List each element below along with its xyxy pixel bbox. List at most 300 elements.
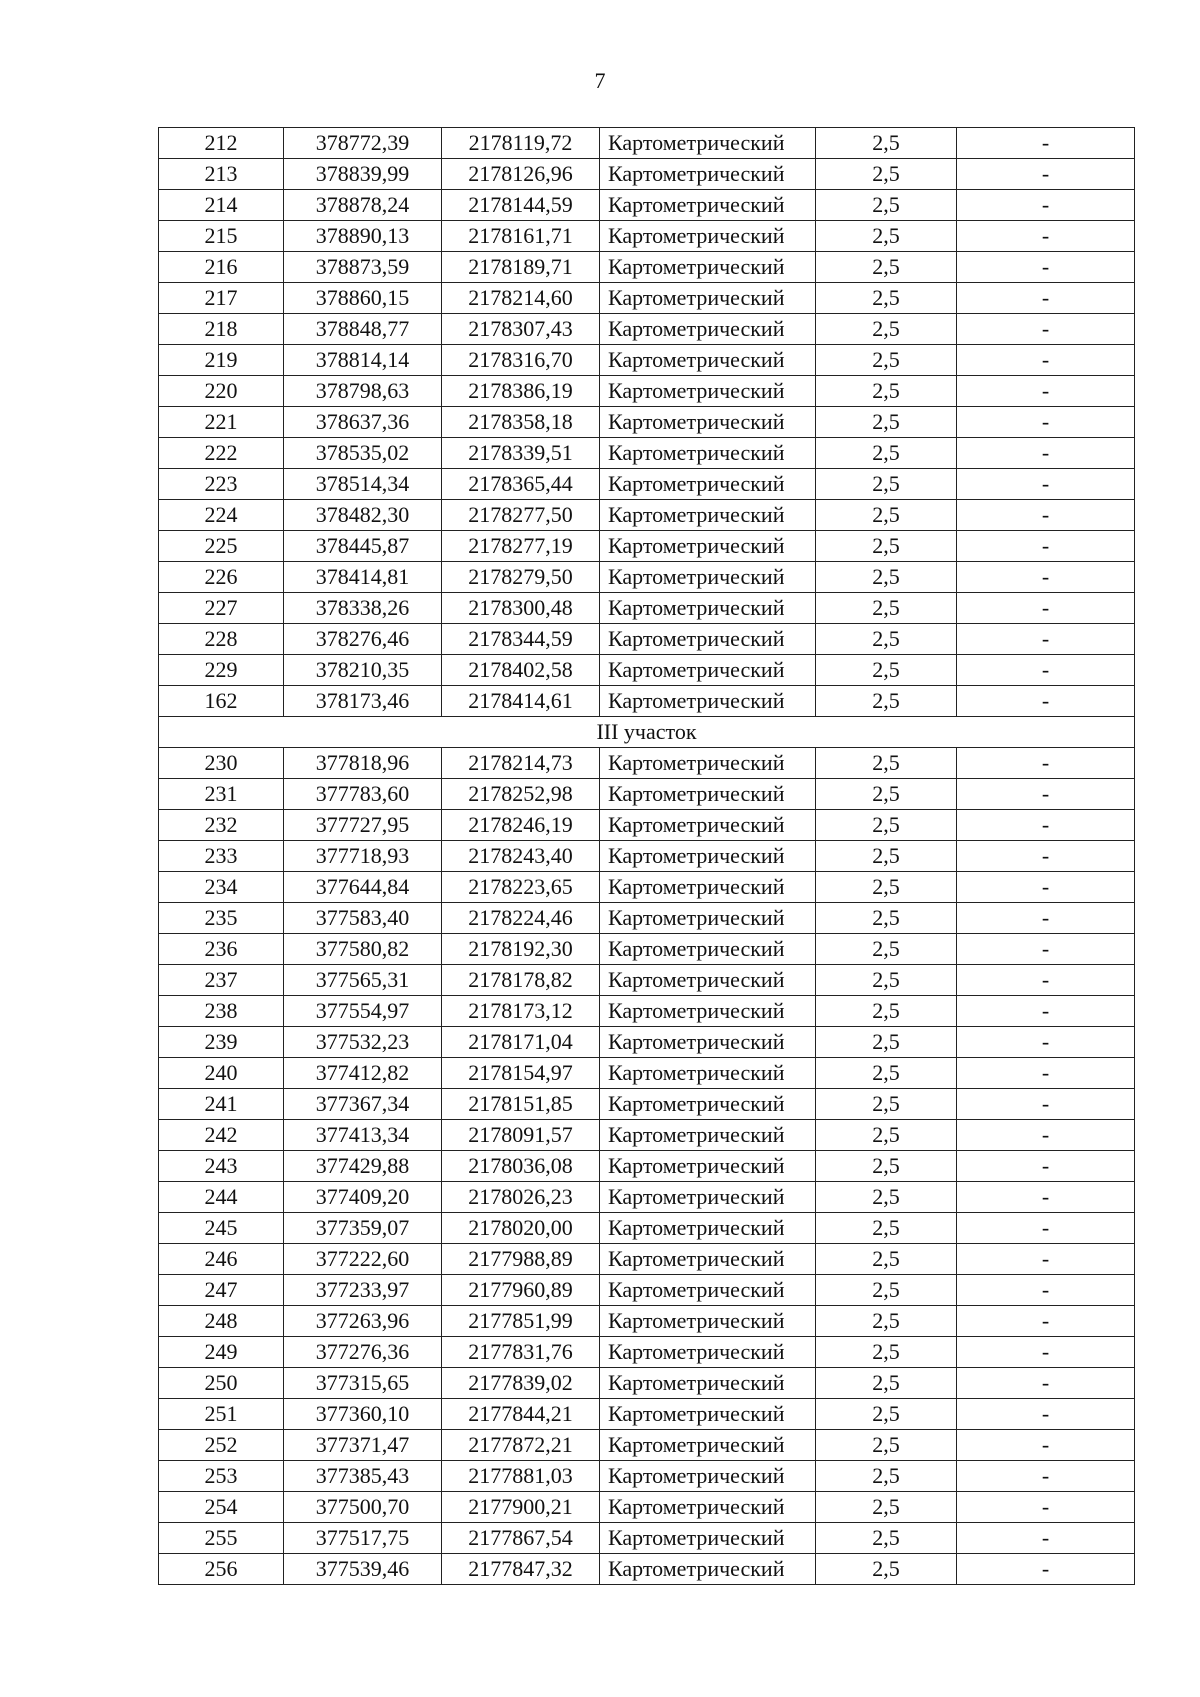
- point-number-cell: 239: [159, 1027, 284, 1058]
- table-row: [159, 159, 1135, 190]
- method-cell: Картометрический: [600, 624, 816, 655]
- x-coordinate-cell: 377818,96: [284, 748, 442, 779]
- point-number-cell: 219: [159, 345, 284, 376]
- accuracy-cell: 2,5: [816, 1089, 957, 1120]
- note-cell: -: [957, 593, 1135, 624]
- table-row: [159, 903, 1135, 934]
- accuracy-cell: 2,5: [816, 1306, 957, 1337]
- note-cell: -: [957, 1430, 1135, 1461]
- accuracy-cell: 2,5: [816, 1461, 957, 1492]
- x-coordinate-cell: 377367,34: [284, 1089, 442, 1120]
- table-row: [159, 1120, 1135, 1151]
- x-coordinate-cell: 378338,26: [284, 593, 442, 624]
- method-cell: Картометрический: [600, 128, 816, 159]
- x-coordinate-cell: 377276,36: [284, 1337, 442, 1368]
- method-cell: Картометрический: [600, 748, 816, 779]
- method-cell: Картометрический: [600, 1120, 816, 1151]
- table-row: [159, 624, 1135, 655]
- method-cell: Картометрический: [600, 1213, 816, 1244]
- point-number-cell: 213: [159, 159, 284, 190]
- point-number-cell: 229: [159, 655, 284, 686]
- note-cell: -: [957, 841, 1135, 872]
- table-row: [159, 1523, 1135, 1554]
- point-number-cell: 221: [159, 407, 284, 438]
- method-cell: Картометрический: [600, 1306, 816, 1337]
- table-row: [159, 1027, 1135, 1058]
- method-cell: Картометрический: [600, 1461, 816, 1492]
- point-number-cell: 223: [159, 469, 284, 500]
- x-coordinate-cell: 378210,35: [284, 655, 442, 686]
- y-coordinate-cell: 2178151,85: [442, 1089, 600, 1120]
- table-row: [159, 438, 1135, 469]
- point-number-cell: 238: [159, 996, 284, 1027]
- point-number-cell: 222: [159, 438, 284, 469]
- y-coordinate-cell: 2178126,96: [442, 159, 600, 190]
- table-row: [159, 593, 1135, 624]
- note-cell: -: [957, 1058, 1135, 1089]
- note-cell: -: [957, 934, 1135, 965]
- note-cell: -: [957, 686, 1135, 717]
- method-cell: Картометрический: [600, 810, 816, 841]
- y-coordinate-cell: 2178119,72: [442, 128, 600, 159]
- method-cell: Картометрический: [600, 438, 816, 469]
- accuracy-cell: 2,5: [816, 1368, 957, 1399]
- method-cell: Картометрический: [600, 655, 816, 686]
- table-row: [159, 128, 1135, 159]
- x-coordinate-cell: 377263,96: [284, 1306, 442, 1337]
- note-cell: -: [957, 562, 1135, 593]
- y-coordinate-cell: 2178316,70: [442, 345, 600, 376]
- accuracy-cell: 2,5: [816, 469, 957, 500]
- accuracy-cell: 2,5: [816, 1244, 957, 1275]
- table-row: [159, 407, 1135, 438]
- table-row: [159, 345, 1135, 376]
- method-cell: Картометрический: [600, 562, 816, 593]
- note-cell: -: [957, 407, 1135, 438]
- note-cell: -: [957, 655, 1135, 686]
- x-coordinate-cell: 378890,13: [284, 221, 442, 252]
- note-cell: -: [957, 283, 1135, 314]
- method-cell: Картометрический: [600, 376, 816, 407]
- section-header-row: [159, 717, 1135, 748]
- table-row: [159, 1182, 1135, 1213]
- x-coordinate-cell: 377580,82: [284, 934, 442, 965]
- x-coordinate-cell: 377539,46: [284, 1554, 442, 1585]
- method-cell: Картометрический: [600, 686, 816, 717]
- accuracy-cell: 2,5: [816, 1275, 957, 1306]
- note-cell: -: [957, 624, 1135, 655]
- note-cell: -: [957, 872, 1135, 903]
- accuracy-cell: 2,5: [816, 407, 957, 438]
- point-number-cell: 226: [159, 562, 284, 593]
- table-row: [159, 810, 1135, 841]
- x-coordinate-cell: 378772,39: [284, 128, 442, 159]
- method-cell: Картометрический: [600, 252, 816, 283]
- y-coordinate-cell: 2178091,57: [442, 1120, 600, 1151]
- point-number-cell: 214: [159, 190, 284, 221]
- method-cell: Картометрический: [600, 314, 816, 345]
- note-cell: -: [957, 500, 1135, 531]
- note-cell: -: [957, 779, 1135, 810]
- method-cell: Картометрический: [600, 1027, 816, 1058]
- y-coordinate-cell: 2178277,50: [442, 500, 600, 531]
- y-coordinate-cell: 2178277,19: [442, 531, 600, 562]
- point-number-cell: 244: [159, 1182, 284, 1213]
- accuracy-cell: 2,5: [816, 128, 957, 159]
- accuracy-cell: 2,5: [816, 252, 957, 283]
- x-coordinate-cell: 377517,75: [284, 1523, 442, 1554]
- point-number-cell: 233: [159, 841, 284, 872]
- point-number-cell: 248: [159, 1306, 284, 1337]
- note-cell: -: [957, 438, 1135, 469]
- method-cell: Картометрический: [600, 1089, 816, 1120]
- x-coordinate-cell: 378860,15: [284, 283, 442, 314]
- note-cell: -: [957, 1275, 1135, 1306]
- method-cell: Картометрический: [600, 1399, 816, 1430]
- point-number-cell: 230: [159, 748, 284, 779]
- x-coordinate-cell: 377233,97: [284, 1275, 442, 1306]
- x-coordinate-cell: 377554,97: [284, 996, 442, 1027]
- accuracy-cell: 2,5: [816, 345, 957, 376]
- x-coordinate-cell: 378848,77: [284, 314, 442, 345]
- y-coordinate-cell: 2178307,43: [442, 314, 600, 345]
- x-coordinate-cell: 378798,63: [284, 376, 442, 407]
- y-coordinate-cell: 2177881,03: [442, 1461, 600, 1492]
- method-cell: Картометрический: [600, 531, 816, 562]
- table-row: [159, 531, 1135, 562]
- note-cell: -: [957, 345, 1135, 376]
- table-row: [159, 841, 1135, 872]
- accuracy-cell: 2,5: [816, 841, 957, 872]
- table-row: [159, 686, 1135, 717]
- table-row: [159, 1151, 1135, 1182]
- method-cell: Картометрический: [600, 872, 816, 903]
- y-coordinate-cell: 2178414,61: [442, 686, 600, 717]
- y-coordinate-cell: 2178339,51: [442, 438, 600, 469]
- table-row: [159, 1368, 1135, 1399]
- accuracy-cell: 2,5: [816, 1058, 957, 1089]
- note-cell: -: [957, 1182, 1135, 1213]
- method-cell: Картометрический: [600, 1337, 816, 1368]
- point-number-cell: 247: [159, 1275, 284, 1306]
- point-number-cell: 254: [159, 1492, 284, 1523]
- x-coordinate-cell: 377385,43: [284, 1461, 442, 1492]
- table-row: [159, 500, 1135, 531]
- method-cell: Картометрический: [600, 190, 816, 221]
- point-number-cell: 215: [159, 221, 284, 252]
- table-row: [159, 1089, 1135, 1120]
- y-coordinate-cell: 2178279,50: [442, 562, 600, 593]
- note-cell: -: [957, 1151, 1135, 1182]
- note-cell: -: [957, 221, 1135, 252]
- table-row: [159, 1554, 1135, 1585]
- y-coordinate-cell: 2177988,89: [442, 1244, 600, 1275]
- accuracy-cell: 2,5: [816, 1492, 957, 1523]
- y-coordinate-cell: 2177872,21: [442, 1430, 600, 1461]
- y-coordinate-cell: 2178189,71: [442, 252, 600, 283]
- method-cell: Картометрический: [600, 934, 816, 965]
- method-cell: Картометрический: [600, 965, 816, 996]
- note-cell: -: [957, 1337, 1135, 1368]
- y-coordinate-cell: 2177847,32: [442, 1554, 600, 1585]
- table-row: [159, 1244, 1135, 1275]
- method-cell: Картометрический: [600, 1058, 816, 1089]
- x-coordinate-cell: 377583,40: [284, 903, 442, 934]
- note-cell: -: [957, 1368, 1135, 1399]
- y-coordinate-cell: 2178246,19: [442, 810, 600, 841]
- x-coordinate-cell: 377783,60: [284, 779, 442, 810]
- note-cell: -: [957, 965, 1135, 996]
- table-row: [159, 314, 1135, 345]
- y-coordinate-cell: 2178214,73: [442, 748, 600, 779]
- y-coordinate-cell: 2178402,58: [442, 655, 600, 686]
- y-coordinate-cell: 2178252,98: [442, 779, 600, 810]
- point-number-cell: 252: [159, 1430, 284, 1461]
- method-cell: Картометрический: [600, 779, 816, 810]
- note-cell: -: [957, 1244, 1135, 1275]
- y-coordinate-cell: 2178154,97: [442, 1058, 600, 1089]
- x-coordinate-cell: 377565,31: [284, 965, 442, 996]
- accuracy-cell: 2,5: [816, 314, 957, 345]
- table-row: [159, 1337, 1135, 1368]
- x-coordinate-cell: 378276,46: [284, 624, 442, 655]
- point-number-cell: 216: [159, 252, 284, 283]
- accuracy-cell: 2,5: [816, 1213, 957, 1244]
- coordinates-table: [158, 127, 1135, 1585]
- accuracy-cell: 2,5: [816, 965, 957, 996]
- x-coordinate-cell: 378173,46: [284, 686, 442, 717]
- accuracy-cell: 2,5: [816, 624, 957, 655]
- note-cell: -: [957, 810, 1135, 841]
- method-cell: Картометрический: [600, 221, 816, 252]
- point-number-cell: 236: [159, 934, 284, 965]
- method-cell: Картометрический: [600, 500, 816, 531]
- table-row: [159, 934, 1135, 965]
- note-cell: -: [957, 748, 1135, 779]
- point-number-cell: 218: [159, 314, 284, 345]
- method-cell: Картометрический: [600, 1554, 816, 1585]
- point-number-cell: 253: [159, 1461, 284, 1492]
- x-coordinate-cell: 378535,02: [284, 438, 442, 469]
- point-number-cell: 250: [159, 1368, 284, 1399]
- accuracy-cell: 2,5: [816, 655, 957, 686]
- point-number-cell: 217: [159, 283, 284, 314]
- note-cell: -: [957, 1089, 1135, 1120]
- note-cell: -: [957, 996, 1135, 1027]
- table-row: [159, 469, 1135, 500]
- x-coordinate-cell: 378514,34: [284, 469, 442, 500]
- accuracy-cell: 2,5: [816, 376, 957, 407]
- table-row: [159, 1213, 1135, 1244]
- accuracy-cell: 2,5: [816, 748, 957, 779]
- y-coordinate-cell: 2178365,44: [442, 469, 600, 500]
- point-number-cell: 231: [159, 779, 284, 810]
- x-coordinate-cell: 377413,34: [284, 1120, 442, 1151]
- method-cell: Картометрический: [600, 1523, 816, 1554]
- y-coordinate-cell: 2178192,30: [442, 934, 600, 965]
- y-coordinate-cell: 2178224,46: [442, 903, 600, 934]
- x-coordinate-cell: 377359,07: [284, 1213, 442, 1244]
- table-row: [159, 1430, 1135, 1461]
- y-coordinate-cell: 2178026,23: [442, 1182, 600, 1213]
- x-coordinate-cell: 378445,87: [284, 531, 442, 562]
- point-number-cell: 237: [159, 965, 284, 996]
- x-coordinate-cell: 378839,99: [284, 159, 442, 190]
- point-number-cell: 234: [159, 872, 284, 903]
- method-cell: Картометрический: [600, 1430, 816, 1461]
- x-coordinate-cell: 377727,95: [284, 810, 442, 841]
- method-cell: Картометрический: [600, 996, 816, 1027]
- method-cell: Картометрический: [600, 1275, 816, 1306]
- accuracy-cell: 2,5: [816, 934, 957, 965]
- table-row: [159, 1058, 1135, 1089]
- method-cell: Картометрический: [600, 841, 816, 872]
- y-coordinate-cell: 2178144,59: [442, 190, 600, 221]
- note-cell: -: [957, 903, 1135, 934]
- table-row: [159, 283, 1135, 314]
- note-cell: -: [957, 128, 1135, 159]
- point-number-cell: 162: [159, 686, 284, 717]
- y-coordinate-cell: 2177867,54: [442, 1523, 600, 1554]
- table-row: [159, 376, 1135, 407]
- accuracy-cell: 2,5: [816, 1430, 957, 1461]
- table-row: [159, 1275, 1135, 1306]
- accuracy-cell: 2,5: [816, 1120, 957, 1151]
- method-cell: Картометрический: [600, 1492, 816, 1523]
- y-coordinate-cell: 2177960,89: [442, 1275, 600, 1306]
- y-coordinate-cell: 2178036,08: [442, 1151, 600, 1182]
- x-coordinate-cell: 378878,24: [284, 190, 442, 221]
- table-row: [159, 252, 1135, 283]
- x-coordinate-cell: 377429,88: [284, 1151, 442, 1182]
- x-coordinate-cell: 377412,82: [284, 1058, 442, 1089]
- point-number-cell: 243: [159, 1151, 284, 1182]
- x-coordinate-cell: 378814,14: [284, 345, 442, 376]
- accuracy-cell: 2,5: [816, 283, 957, 314]
- note-cell: -: [957, 1399, 1135, 1430]
- table-row: [159, 1461, 1135, 1492]
- point-number-cell: 245: [159, 1213, 284, 1244]
- accuracy-cell: 2,5: [816, 779, 957, 810]
- section-label: III участок: [159, 717, 1135, 748]
- table-row: [159, 221, 1135, 252]
- accuracy-cell: 2,5: [816, 593, 957, 624]
- note-cell: -: [957, 1461, 1135, 1492]
- method-cell: Картометрический: [600, 469, 816, 500]
- y-coordinate-cell: 2178214,60: [442, 283, 600, 314]
- point-number-cell: 242: [159, 1120, 284, 1151]
- method-cell: Картометрический: [600, 345, 816, 376]
- note-cell: -: [957, 376, 1135, 407]
- y-coordinate-cell: 2178161,71: [442, 221, 600, 252]
- y-coordinate-cell: 2177839,02: [442, 1368, 600, 1399]
- point-number-cell: 256: [159, 1554, 284, 1585]
- x-coordinate-cell: 378637,36: [284, 407, 442, 438]
- x-coordinate-cell: 377644,84: [284, 872, 442, 903]
- accuracy-cell: 2,5: [816, 1554, 957, 1585]
- method-cell: Картометрический: [600, 903, 816, 934]
- point-number-cell: 225: [159, 531, 284, 562]
- point-number-cell: 246: [159, 1244, 284, 1275]
- accuracy-cell: 2,5: [816, 500, 957, 531]
- accuracy-cell: 2,5: [816, 1523, 957, 1554]
- point-number-cell: 232: [159, 810, 284, 841]
- y-coordinate-cell: 2178173,12: [442, 996, 600, 1027]
- point-number-cell: 255: [159, 1523, 284, 1554]
- accuracy-cell: 2,5: [816, 872, 957, 903]
- point-number-cell: 240: [159, 1058, 284, 1089]
- y-coordinate-cell: 2178178,82: [442, 965, 600, 996]
- accuracy-cell: 2,5: [816, 1027, 957, 1058]
- x-coordinate-cell: 377718,93: [284, 841, 442, 872]
- note-cell: -: [957, 1554, 1135, 1585]
- y-coordinate-cell: 2178223,65: [442, 872, 600, 903]
- note-cell: -: [957, 1120, 1135, 1151]
- y-coordinate-cell: 2178171,04: [442, 1027, 600, 1058]
- note-cell: -: [957, 252, 1135, 283]
- accuracy-cell: 2,5: [816, 190, 957, 221]
- table-row: [159, 655, 1135, 686]
- table-row: [159, 190, 1135, 221]
- method-cell: Картометрический: [600, 1244, 816, 1275]
- accuracy-cell: 2,5: [816, 438, 957, 469]
- note-cell: -: [957, 159, 1135, 190]
- page-number: 7: [594, 68, 606, 93]
- accuracy-cell: 2,5: [816, 531, 957, 562]
- table-row: [159, 1306, 1135, 1337]
- y-coordinate-cell: 2178243,40: [442, 841, 600, 872]
- point-number-cell: 235: [159, 903, 284, 934]
- point-number-cell: 249: [159, 1337, 284, 1368]
- method-cell: Картометрический: [600, 1182, 816, 1213]
- table-row: [159, 779, 1135, 810]
- accuracy-cell: 2,5: [816, 810, 957, 841]
- x-coordinate-cell: 377371,47: [284, 1430, 442, 1461]
- y-coordinate-cell: 2177851,99: [442, 1306, 600, 1337]
- point-number-cell: 220: [159, 376, 284, 407]
- accuracy-cell: 2,5: [816, 221, 957, 252]
- table-row: [159, 872, 1135, 903]
- y-coordinate-cell: 2178358,18: [442, 407, 600, 438]
- x-coordinate-cell: 377409,20: [284, 1182, 442, 1213]
- table-row: [159, 748, 1135, 779]
- accuracy-cell: 2,5: [816, 1399, 957, 1430]
- table-row: [159, 562, 1135, 593]
- method-cell: Картометрический: [600, 593, 816, 624]
- note-cell: -: [957, 190, 1135, 221]
- x-coordinate-cell: 377500,70: [284, 1492, 442, 1523]
- method-cell: Картометрический: [600, 1368, 816, 1399]
- y-coordinate-cell: 2178344,59: [442, 624, 600, 655]
- point-number-cell: 228: [159, 624, 284, 655]
- accuracy-cell: 2,5: [816, 1151, 957, 1182]
- y-coordinate-cell: 2177844,21: [442, 1399, 600, 1430]
- accuracy-cell: 2,5: [816, 996, 957, 1027]
- y-coordinate-cell: 2178386,19: [442, 376, 600, 407]
- accuracy-cell: 2,5: [816, 562, 957, 593]
- method-cell: Картометрический: [600, 283, 816, 314]
- table-row: [159, 1399, 1135, 1430]
- method-cell: Картометрический: [600, 1151, 816, 1182]
- y-coordinate-cell: 2178300,48: [442, 593, 600, 624]
- method-cell: Картометрический: [600, 159, 816, 190]
- accuracy-cell: 2,5: [816, 1337, 957, 1368]
- point-number-cell: 212: [159, 128, 284, 159]
- y-coordinate-cell: 2177831,76: [442, 1337, 600, 1368]
- x-coordinate-cell: 377360,10: [284, 1399, 442, 1430]
- note-cell: -: [957, 1027, 1135, 1058]
- table-row: [159, 996, 1135, 1027]
